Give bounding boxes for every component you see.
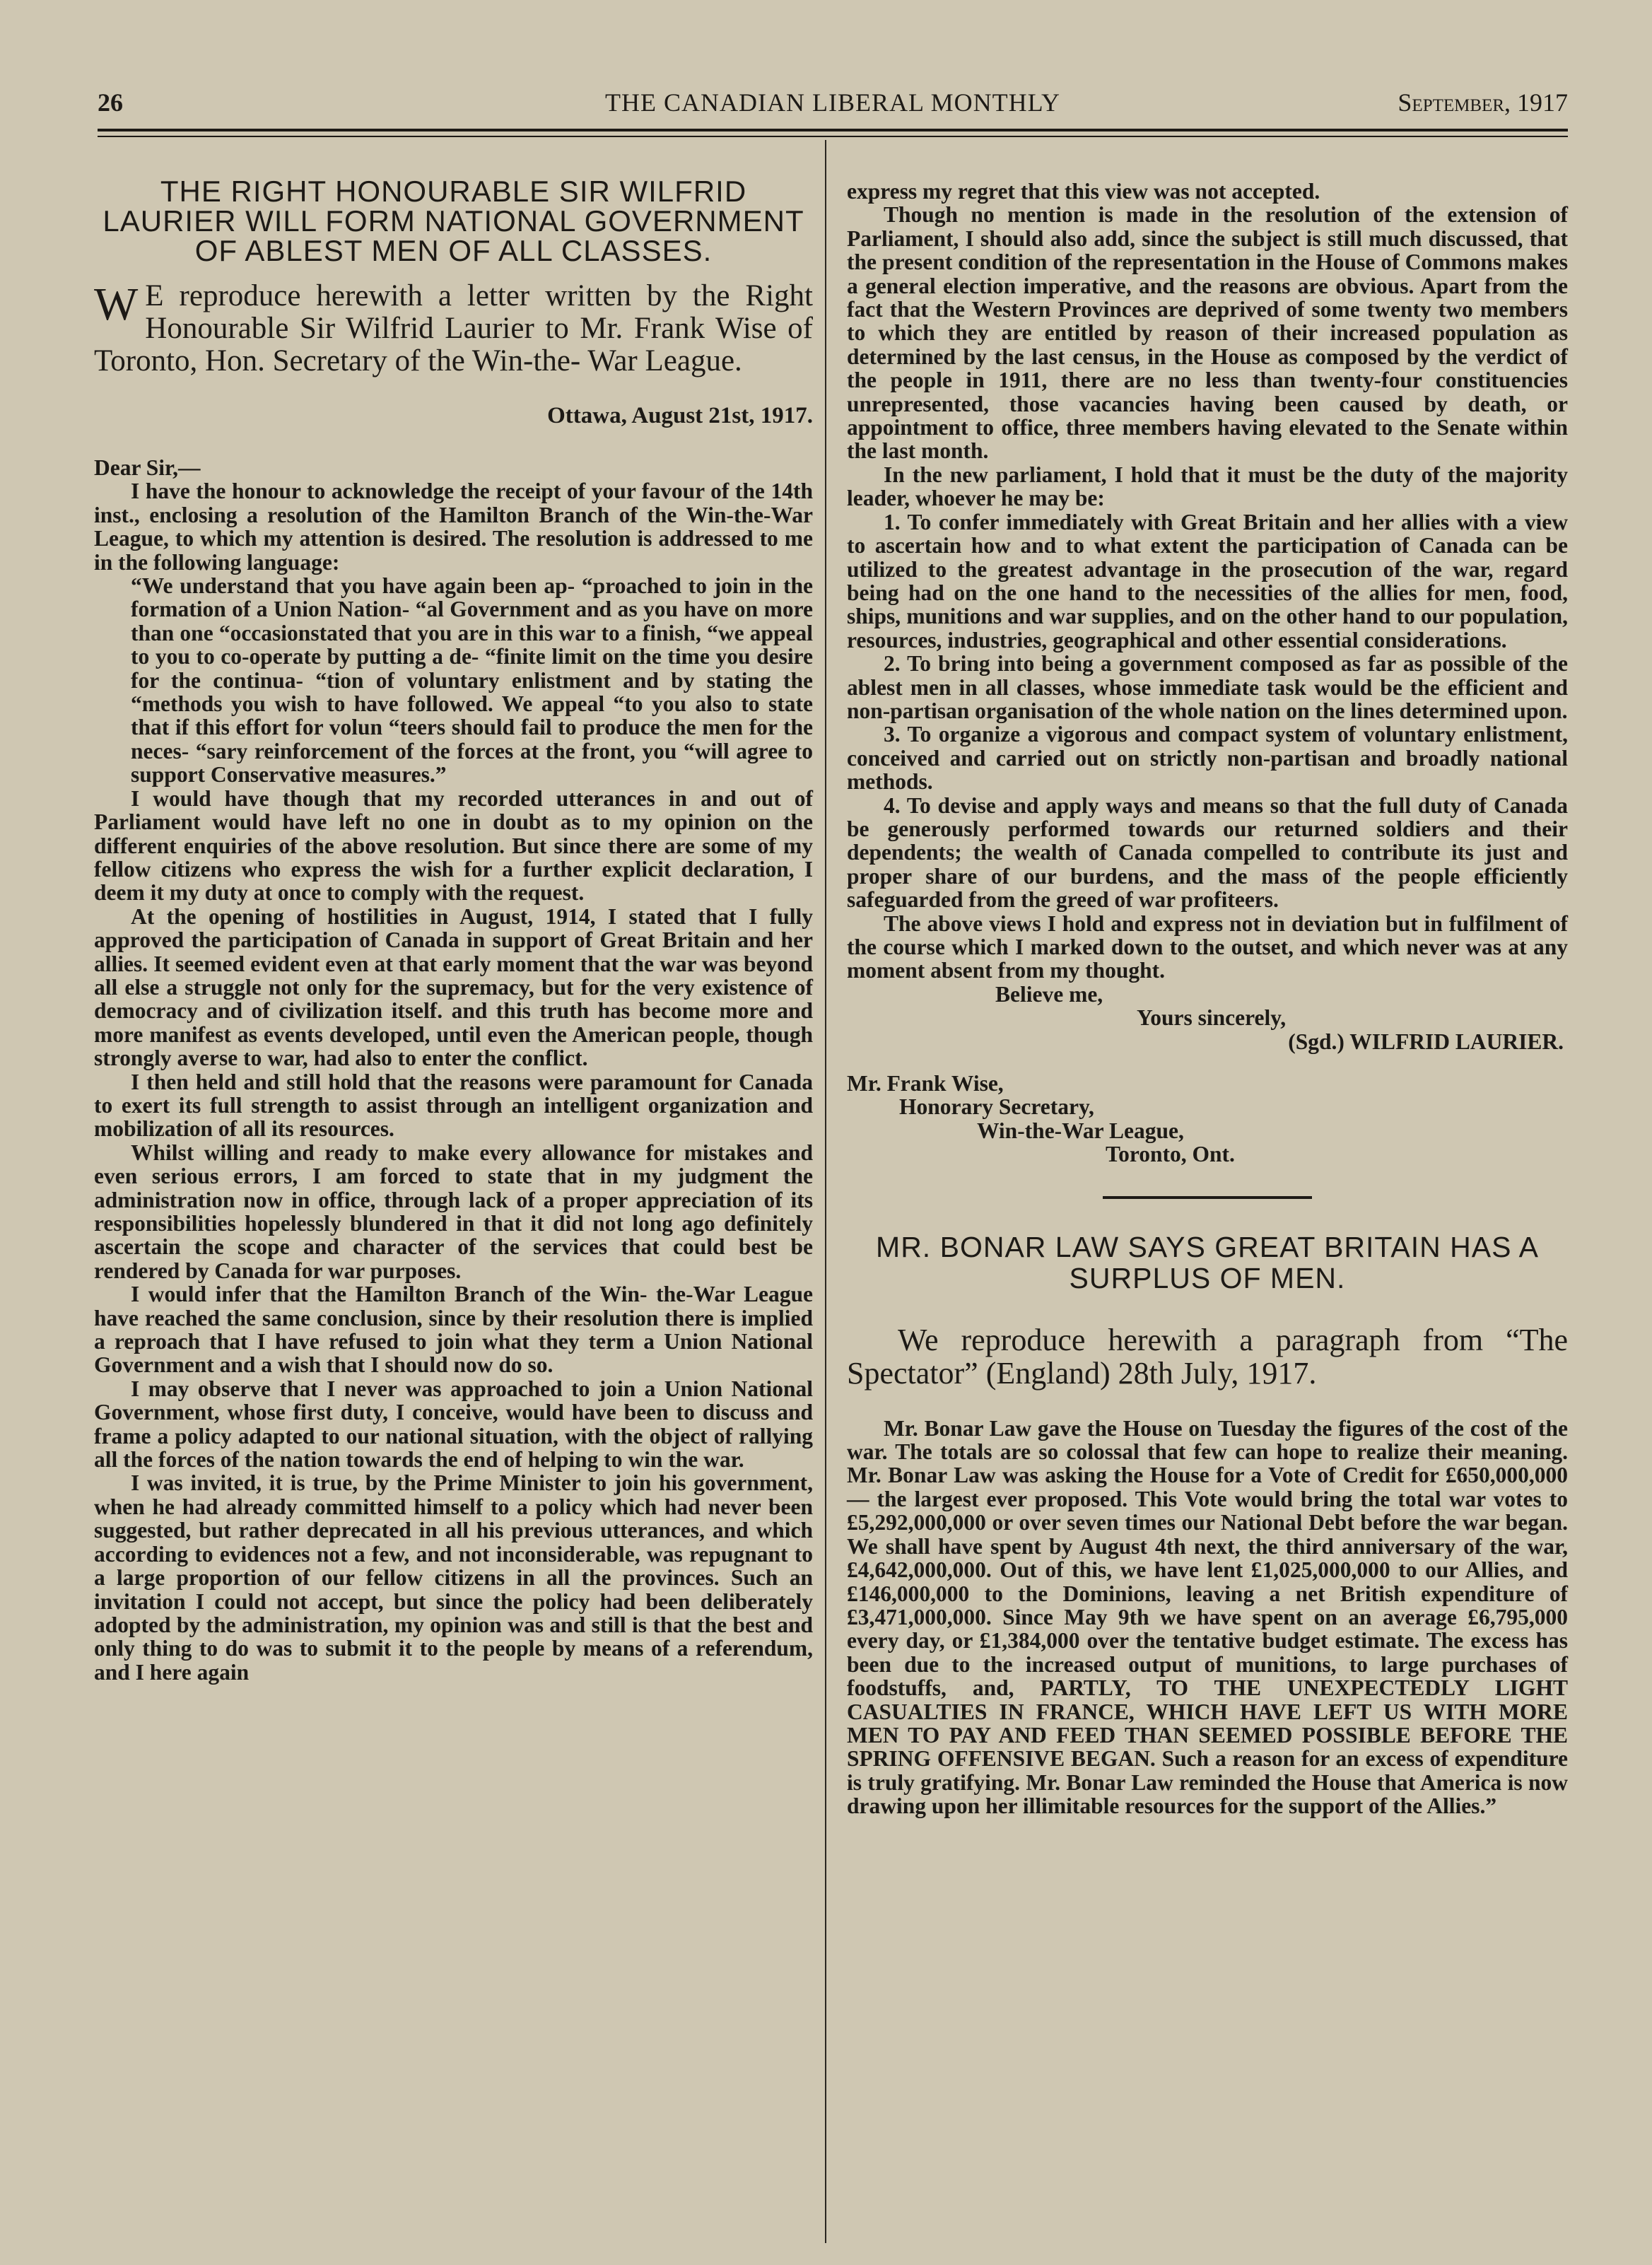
article1-headline: THE RIGHT HONOURABLE SIR WILFRID LAURIER WILL FORM NATIONAL GOVERNMENT OF ABLEST MEN OF ALL CLASSES. xyxy=(102,175,804,267)
article1-intro xyxy=(94,280,813,378)
article1-intro-text: E reproduce herewith a letter written by the Right Honourable Sir Wilfrid Laurier to Mr. Frank Wise of Toronto, Hon. Secretary of the Win-the- War League. xyxy=(94,279,813,378)
letter-body-right xyxy=(847,180,1568,1166)
letter-dateline: Ottawa, August 21st, 1917. xyxy=(547,403,813,428)
article2-headline: MR. BONAR LAW SAYS GREAT BRITAIN HAS A SURPLUS OF MEN. xyxy=(876,1230,1539,1294)
publication-title: THE CANADIAN LIBERAL MONTHLY xyxy=(605,88,1060,117)
article2-intro: We reproduce herewith a paragraph from “The Spectator” (England) 28th July, 1917. xyxy=(847,1322,1568,1391)
paragraph: I may observe that I never was approached to join a Union National Government, whose first duty, I conceive, would have been to discuss and frame a policy adapted to our national situation, with the object of rallying all the forces of the nation towards the end of helping to win the war. xyxy=(94,1376,813,1473)
paragraph: I have the honour to acknowledge the receipt of your favour of the 14th inst., enclosing a resolution of the Hamilton Branch of the Win-the-War League, to which my attention is desired. The resolution is addressed to me in the following language: xyxy=(94,479,813,575)
paragraph: 4. To devise and apply ways and means so that the full duty of Canada be generously performed towards our returned soldiers and their dependents; the wealth of Canada compelled to contribute its just and proper share of our burdens, and the mass of the people efficiently safeguarded from the greed of war profiteers. xyxy=(847,792,1568,913)
closing: Believe me, xyxy=(995,981,1103,1007)
article2-body-wrap xyxy=(847,1417,1568,1818)
paragraph: In the new parliament, I hold that it must be the duty of the majority leader, whoever he may be: xyxy=(847,462,1568,511)
paragraph: 1. To confer immediately with Great Britain and her allies with a view to ascertain how and to what extent the participation of Canada can be utilized to the greatest advantage in the prosecution of the war, regard being had on the one hand to the necessities of the allies for men, food, ships, munitions and war supplies, and on the other hand to our population, resources, industries, geographical and other essential considerations. xyxy=(847,509,1568,652)
paragraph: I would have though that my recorded utterances in and out of Parliament would have left no one in doubt as to my opinion on the different enquiries of the above resolution. But since there are some of my fellow citizens who express the wish for a further explicit declaration, I deem it my duty at once to comply with the request. xyxy=(94,785,813,906)
paragraph: 2. To bring into being a government composed as far as possible of the ablest men in all classes, whose immediate task would be the efficient and non-partisan organisation of the whole nation on the lines determined upon. xyxy=(847,651,1568,723)
paragraph: 3. To organize a vigorous and compact system of voluntary enlistment, conceived and carried out on strictly non-partisan and broadly national methods. xyxy=(847,722,1568,795)
paragraph: The above views I hold and express not in deviation but in fulfilment of the course which I marked down to the outset, and which never was at any moment absent from my thought. xyxy=(847,911,1568,983)
header-rule-thin xyxy=(98,136,1568,137)
letter-body-left xyxy=(94,456,813,1684)
paragraph: I then held and still hold that the reasons were paramount for Canada to exert its full strength to assist through an intelligent organization and mobilization of all its resources. xyxy=(94,1069,813,1142)
article-separator xyxy=(1103,1196,1312,1199)
quoted-resolution: “We understand that you have again been ap- “proached to join in the formation of a Union Nation- “al Government and as you have on more than one “occasionstated that you are in this war to a finish, “we appeal to you to co-operate by putting a de- “finite limit on the time you desire for the continua- “tion of voluntary enlistment and by stating the “methods you wish to have followed. We appeal “to you also to state that if this effort for volun “teers should fail to produce the men for the neces- “sary reinforcement of the forces at the front, you “will agree to support Conservative measures.” xyxy=(131,573,813,788)
closing-sincerely: Yours sincerely, xyxy=(1137,1005,1287,1031)
paragraph: I would infer that the Hamilton Branch of the Win- the-War League have reached the same conclusion, since by their resolution there is implied a reproach that I have refused to join what they term a Union National Government and a wish that I should now do so. xyxy=(94,1282,813,1378)
signature: (Sgd.) WILFRID LAURIER. xyxy=(1288,1029,1564,1054)
addressee-line: Toronto, Ont. xyxy=(1106,1142,1235,1167)
addressee-line: Win-the-War League, xyxy=(977,1118,1184,1143)
page-header xyxy=(98,88,1568,123)
article2-body: Mr. Bonar Law gave the House on Tuesday the figures of the cost of the war. The totals are so colossal that few can hope to realize their meaning. Mr. Bonar Law was asking the House for a Vote of Credit for £650,000,000— the largest ever proposed. This Vote would bring the total war votes to £5,292,000,000 or over seven times our National Debt before the war began. We shall have spent by August 4th next, the third anniversary of the war, £4,642,000,000. Out of this, we have lent £1,025,000,000 to our Allies, and £146,000,000 to the Dominions, leaving a net British expenditure of £3,471,000,000. Since May 9th we have spent on an average £6,795,000 every day, or £1,384,000 over the tentative budget estimate. The excess has been due to the increased output of munitions, to large purchases of foodstuffs, and, PARTLY, TO THE UNEXPECTEDLY LIGHT CASUALTIES IN FRANCE, WHICH HAVE LEFT US WITH MORE MEN TO PAY AND FEED THAN SEEMED POSSIBLE BEFORE THE SPRING OFFENSIVE BEGAN. Such a reason for an excess of expenditure is truly gratifying. Mr. Bonar Law reminded the House that America is now drawing upon her illimitable resources for the support of the Allies.” xyxy=(847,1415,1568,1819)
left-column xyxy=(94,177,813,1684)
paragraph: Though no mention is made in the resolution of the extension of Parliament, I should also add, since the subject is still much discussed, that the present condition of the representation in the House of Commons makes a general election imperative, and the reasons are obvious. Apart from the fact that the Western Provinces are deprived of some twenty two members to which they are entitled by reason of their increased population as determined by the last census, in the House as composed by the verdict of the people in 1911, there are no less than twenty-four constituencies unrepresented, those vacancies having been caused by death, or appointment to office, three members having elevated to the Senate within the last month. xyxy=(847,202,1568,464)
paragraph: express my regret that this view was not accepted. xyxy=(847,179,1320,204)
right-column xyxy=(847,180,1568,1818)
column-divider xyxy=(825,140,826,2243)
paragraph: I was invited, it is true, by the Prime Minister to join his government, when he had already committed himself to a policy which had never been suggested, but rather deprecated in all his previous utterances, and which according to evidences not a few, and not inconsiderable, was repugnant to a large proportion of our fellow citizens in all the provinces. Such an invitation I could not accept, but since the policy had been deliberately adopted by the administration, my opinion was and still is that the best and only thing to do was to submit it to the people by means of a referendum, and I here again xyxy=(94,1470,813,1685)
header-rule-thick xyxy=(98,129,1568,131)
paragraph: At the opening of hostilities in August, 1914, I stated that I fully approved the participation of Canada in support of Great Britain and her allies. It seemed evident even at that early moment that the war was beyond all else a struggle not only for the supremacy, but for the very existence of democracy and of civilization itself. and this truth has become more and more manifest as events developed, until even the American people, though strongly averse to war, had also to enter the conflict. xyxy=(94,903,813,1071)
addressee-line: Mr. Frank Wise, xyxy=(847,1071,1004,1096)
paragraph: Whilst willing and ready to make every allowance for mistakes and even serious errors, I am forced to state that in my judgment the administration now in office, through lack of a proper appreciation of its responsibilities hopelessly blundered in that it did not long ago definitely ascertain the scope and character of the services that could best be rendered by Canada for war purposes. xyxy=(94,1140,813,1283)
issue-date: September, 1917 xyxy=(1398,88,1568,117)
salutation: Dear Sir,— xyxy=(94,455,201,480)
page-number: 26 xyxy=(98,88,123,117)
drop-cap: W xyxy=(94,279,139,330)
addressee-line: Honorary Secretary, xyxy=(899,1094,1094,1120)
